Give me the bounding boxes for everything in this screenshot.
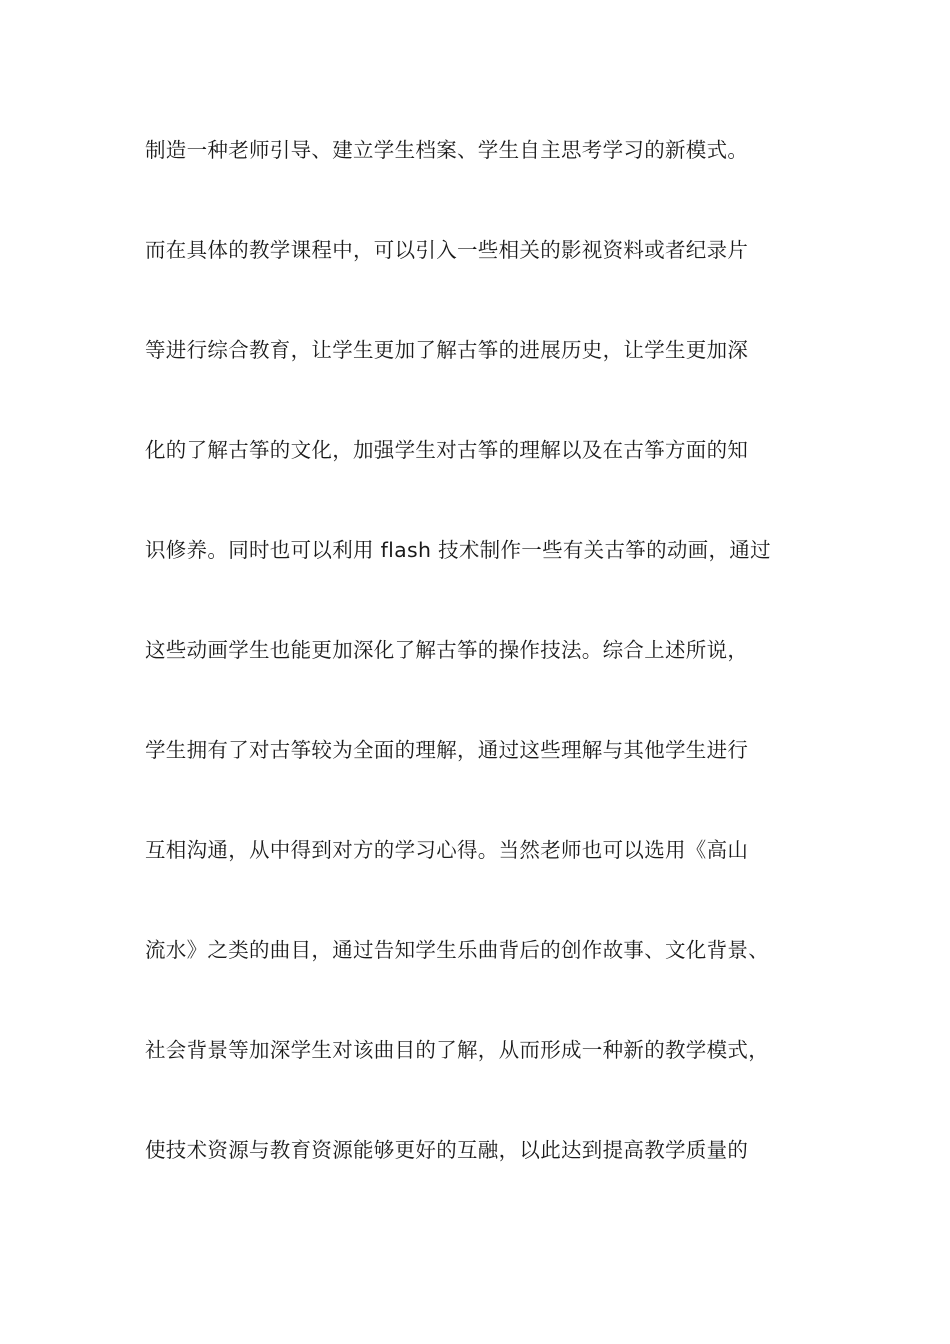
text-line: 使技术资源与教育资源能够更好的互融，以此达到提高教学质量的 [145, 1138, 749, 1162]
text-line: 等进行综合教育，让学生更加了解古筝的进展历史，让学生更加深 [145, 338, 749, 362]
text-line: 化的了解古筝的文化，加强学生对古筝的理解以及在古筝方面的知 [145, 438, 749, 462]
text-line: 互相沟通，从中得到对方的学习心得。当然老师也可以选用《高山 [145, 838, 749, 862]
text-line: 学生拥有了对古筝较为全面的理解，通过这些理解与其他学生进行 [145, 738, 749, 762]
text-line: 制造一种老师引导、建立学生档案、学生自主思考学习的新模式。 [145, 138, 749, 162]
text-line: 社会背景等加深学生对该曲目的了解，从而形成一种新的教学模式， [145, 1038, 769, 1062]
text-line: 这些动画学生也能更加深化了解古筝的操作技法。综合上述所说， [145, 638, 749, 662]
text-line: 流水》之类的曲目，通过告知学生乐曲背后的创作故事、文化背景、 [145, 938, 769, 962]
text-line: 而在具体的教学课程中，可以引入一些相关的影视资料或者纪录片 [145, 238, 749, 262]
text-line: 识修养。同时也可以利用 flash 技术制作一些有关古筝的动画，通过 [145, 538, 771, 562]
